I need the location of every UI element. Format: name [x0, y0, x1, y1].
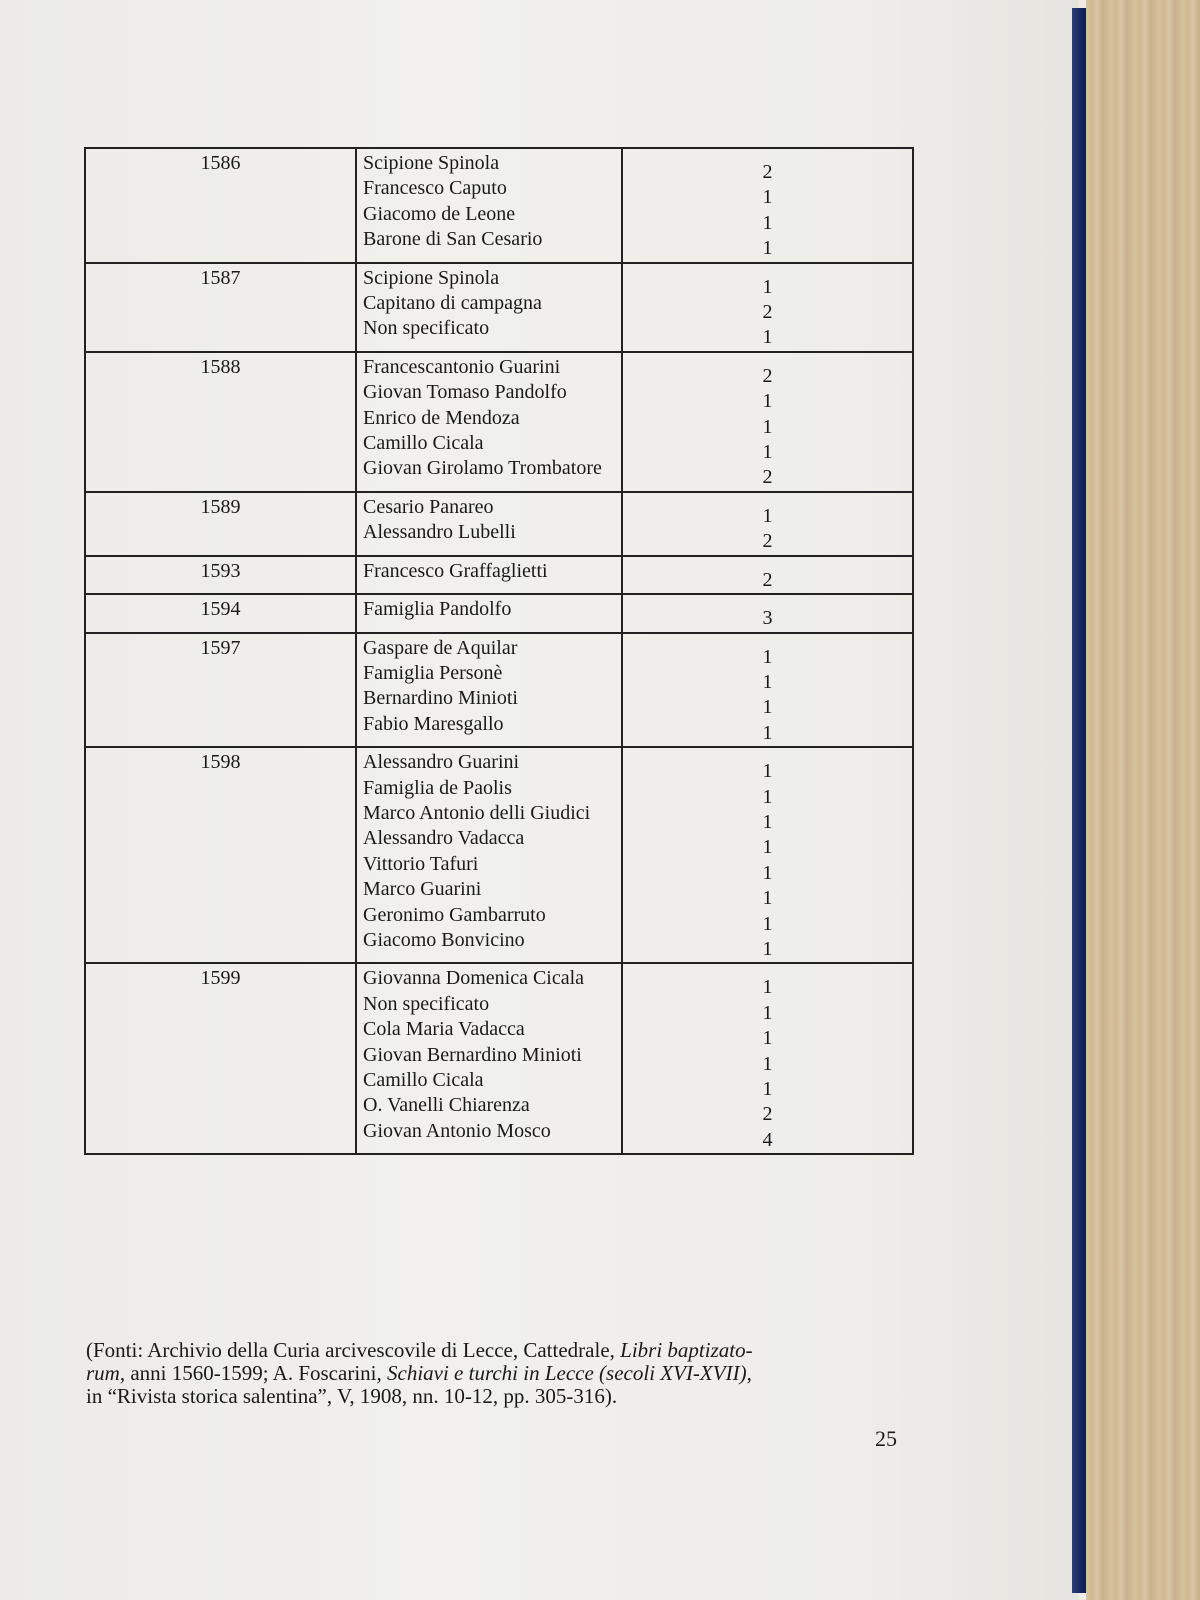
year-row [85, 263, 913, 352]
slave-count: 1 [762, 1078, 773, 1100]
slave-count: 1 [762, 785, 773, 808]
source-line-2 [86, 1362, 914, 1385]
counts-cell [622, 492, 913, 556]
slave-count: 3 [762, 607, 773, 630]
slave-count: 1 [762, 937, 773, 960]
year-cell: 1594 [85, 594, 356, 632]
owner-name: Scipione Spinola [363, 266, 500, 289]
owners-cell [356, 963, 622, 1154]
slave-count: 1 [762, 836, 773, 859]
slave-count: 1 [762, 670, 773, 693]
counts-cell [622, 594, 913, 632]
owners-cell [356, 633, 622, 748]
owner-name: Non specificato [363, 317, 490, 340]
owner-name: Giovan Tomaso Pandolfo [363, 381, 567, 404]
owners-cell [356, 352, 622, 492]
book-cover-edge [1072, 8, 1086, 1593]
slave-count: 2 [762, 301, 773, 324]
slave-count: 1 [762, 326, 773, 349]
slave-count: 2 [762, 568, 773, 591]
owner-name: Marco Guarini [363, 878, 482, 901]
owner-name: Cesario Panareo [363, 495, 494, 518]
slave-count: 1 [762, 760, 773, 783]
slave-count: 1 [762, 721, 773, 744]
owners-cell [356, 263, 622, 352]
slave-count: 1 [762, 887, 773, 910]
slave-count: 1 [762, 237, 773, 260]
source-note [86, 1339, 914, 1408]
owner-name: Giovan Bernardino Minioti [363, 1043, 582, 1066]
owner-name: Scipione Spinola [363, 152, 500, 174]
slave-count: 1 [762, 211, 773, 234]
slave-count: 1 [762, 1052, 773, 1075]
page-number: 25 [875, 1426, 897, 1451]
year-row [85, 594, 913, 632]
owner-name: Famiglia Personè [363, 661, 503, 684]
slave-count: 1 [762, 1027, 773, 1050]
owner-name: Capitano di campagna [363, 292, 542, 315]
owner-name: Camillo Cicala [363, 1069, 484, 1091]
year-cell: 1593 [85, 556, 356, 594]
owner-name: Alessandro Lubelli [363, 521, 516, 544]
owner-name: Giovanna Domenica Cicala [363, 967, 585, 990]
slave-count: 1 [762, 441, 773, 464]
slave-count: 1 [762, 810, 773, 833]
slave-count: 2 [762, 1103, 773, 1126]
slave-count: 1 [762, 1001, 773, 1024]
counts-cell [622, 963, 913, 1154]
year-row [85, 148, 913, 263]
source-line-1 [86, 1339, 914, 1362]
owner-name: Francesco Caputo [363, 177, 507, 200]
owners-cell [356, 747, 622, 963]
year-row [85, 556, 913, 594]
year-cell: 1597 [85, 633, 356, 748]
owner-name: Gaspare de Aquilar [363, 636, 518, 659]
slave-count: 1 [762, 645, 773, 668]
owner-name: Francesco Graffaglietti [363, 559, 548, 582]
source-text: , [746, 1361, 752, 1385]
owner-name: Geronimo Gambarruto [363, 903, 546, 926]
wooden-surface [1086, 0, 1200, 1600]
slave-count: 2 [762, 364, 773, 387]
owners-cell [356, 556, 622, 594]
owner-name: Famiglia Pandolfo [363, 598, 512, 621]
year-row [85, 747, 913, 963]
year-row [85, 633, 913, 748]
year-cell: 1598 [85, 747, 356, 963]
counts-cell [622, 263, 913, 352]
year-cell: 1586 [85, 148, 356, 263]
owner-name: Cola Maria Vadacca [363, 1018, 525, 1041]
owner-name: Fabio Maresgallo [363, 712, 504, 735]
slave-owners-table [84, 147, 914, 1155]
source-book-title: Schiavi e turchi in Lecce (secoli XVI-XVII) [387, 1361, 747, 1385]
source-text: (Fonti: Archivio della Curia arcivescovile di Lecce, Cattedrale, [86, 1338, 621, 1362]
slave-count: 1 [762, 912, 773, 935]
year-row [85, 963, 913, 1154]
slave-count: 1 [762, 186, 773, 209]
owner-name: Enrico de Mendoza [363, 406, 520, 429]
owner-name: Giacomo Bonvicino [363, 928, 525, 951]
counts-cell [622, 352, 913, 492]
owners-cell [356, 594, 622, 632]
owner-name: O. Vanelli Chiarenza [363, 1094, 530, 1117]
slave-count: 1 [762, 696, 773, 719]
counts-cell [622, 556, 913, 594]
source-line-3: in “Rivista storica salentina”, V, 1908, nn. 10-12, pp. 305-316). [86, 1384, 618, 1408]
slave-count: 1 [762, 415, 773, 438]
counts-cell [622, 633, 913, 748]
owner-name: Barone di San Cesario [363, 228, 543, 251]
owners-cell [356, 492, 622, 556]
slave-count: 1 [762, 275, 773, 298]
owner-name: Giovan Antonio Mosco [363, 1119, 551, 1142]
counts-cell [622, 148, 913, 263]
owner-name: Vittorio Tafuri [363, 852, 479, 875]
owner-name: Non specificato [363, 992, 490, 1015]
year-cell: 1587 [85, 263, 356, 352]
slave-count: 1 [762, 504, 773, 527]
owner-name: Alessandro Vadacca [363, 827, 525, 850]
owner-name: Francescantonio Guarini [363, 355, 561, 378]
year-cell: 1588 [85, 352, 356, 492]
slave-count: 1 [762, 390, 773, 413]
counts-cell [622, 747, 913, 963]
source-title-italic: rum [86, 1361, 120, 1385]
year-row [85, 352, 913, 492]
slave-count: 2 [762, 466, 773, 489]
year-cell: 1589 [85, 492, 356, 556]
source-title-italic: Libri baptizato- [620, 1338, 753, 1362]
slave-count: 4 [762, 1128, 773, 1151]
slave-count: 1 [762, 861, 773, 884]
slave-count: 2 [762, 530, 773, 553]
owner-name: Bernardino Minioti [363, 687, 518, 710]
owner-name: Marco Antonio delli Giudici [363, 801, 591, 824]
owner-name: Camillo Cicala [363, 432, 484, 455]
year-cell: 1599 [85, 963, 356, 1154]
owner-name: Giovan Girolamo Trombatore [363, 457, 602, 480]
owner-name: Famiglia de Paolis [363, 776, 512, 799]
year-row [85, 492, 913, 556]
owner-name: Alessandro Guarini [363, 751, 520, 774]
slave-count: 2 [762, 161, 773, 183]
owner-name: Giacomo de Leone [363, 202, 516, 225]
owners-cell [356, 148, 622, 263]
source-text: , anni 1560-1599; A. Foscarini, [119, 1361, 387, 1385]
slave-count: 1 [762, 976, 773, 999]
